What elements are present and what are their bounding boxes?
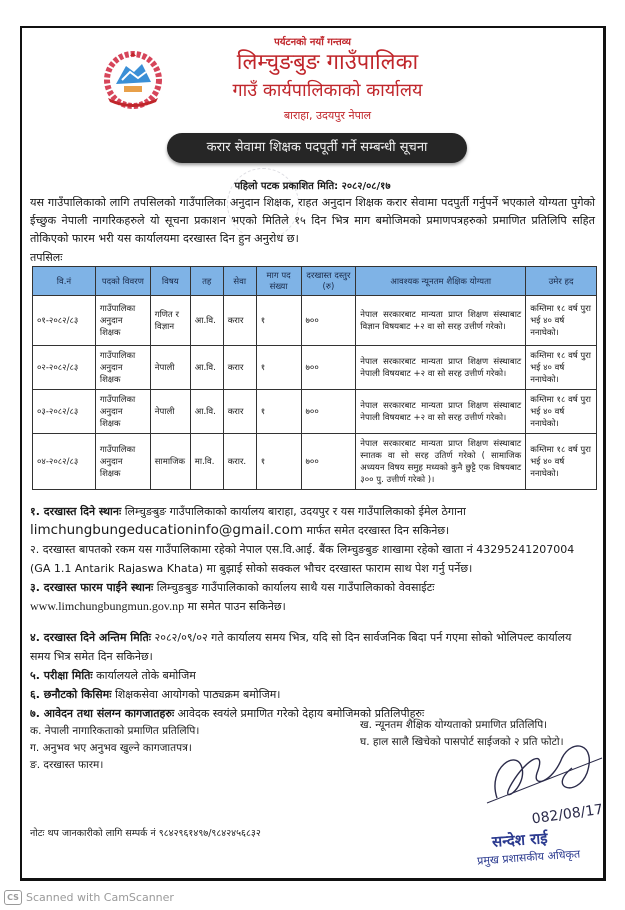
cell-count: १ xyxy=(256,296,301,346)
cell-qualification: नेपाल सरकारबाट मान्यता प्राप्त शिक्षण संस्थाबाट स्नातक वा सो सरह उतिर्ण गरेको ( सामाजिक अध्ययन विषय समुह मध्यको कुनै छुट्टै एक विषयबाट ३०० पु. उत्तीर्ण गरेको )। xyxy=(356,434,526,490)
signature-icon xyxy=(477,728,607,828)
doc-item-nga: ङ. दरखास्त फारम। xyxy=(30,759,104,771)
cell-subject: नेपाली xyxy=(150,390,190,434)
signer-title: प्रमुख प्रशासकीय अधिकृत xyxy=(476,847,581,868)
section-2: २. दरखास्त बापतको रकम यस गाउँपालिकामा रहेको नेपाल एस.वि.आई. बैंक लिम्चुङबुङ शाखामा रहेको खाता नं 43295241207004 (GA 1.1 Antarik Rajaswa Khata) मा बुझाई सोको सक्कल भौचर दरखास्त फाराम साथ पेश गर्नु पर्नेछ। xyxy=(30,543,575,575)
address: बाराहा, उदयपुर नेपाल xyxy=(283,109,372,122)
cell-post: गाउँपालिका अनुदान शिक्षक xyxy=(95,296,150,346)
cell-level: मा.वि. xyxy=(190,434,223,490)
cell-qualification: नेपाल सरकारबाट मान्यता प्राप्त शिक्षण संस्थाबाट विज्ञान विषयबाट +२ वा सो सरह उत्तीर्ण गरेको। xyxy=(356,296,526,346)
doc-item-kha: ख. न्यूनतम शैक्षिक योग्यताको प्रमाणित प्रतिलिपि। xyxy=(360,719,548,731)
signature-date: 082/08/17 xyxy=(530,801,605,828)
cell-service: करार xyxy=(223,346,256,390)
website-link[interactable]: www.limchungbungmun.gov.np xyxy=(30,599,185,613)
table-row xyxy=(33,296,597,346)
section-6-label: ६. छनौटको किसिमः xyxy=(30,688,112,701)
section-5 xyxy=(30,666,593,685)
section-4 xyxy=(30,628,593,666)
section-3-label: ३. दरखास्त फारम पाईने स्थानः xyxy=(30,581,154,594)
org-name: लिम्चुङबुङ गाउँपालिका xyxy=(236,50,419,75)
cell-age: कम्तिमा १८ वर्ष पुरा भई ४० वर्ष ननाघेको। xyxy=(526,346,597,390)
email-address[interactable]: limchungbungeducationinfo@gmail.com xyxy=(30,522,303,538)
cell-sn: ०३-२०८२/८३ xyxy=(33,390,96,434)
col-header-qualification: आवश्यक न्यूनतम शैक्षिक योग्यता xyxy=(356,267,526,296)
section-4-text: २०८२/०९/०२ गते कार्यालय समय भित्र, यदि सो दिन सार्वजनिक बिदा पर्न गएमा सोको भोलिपल्ट कार्यालय समय भित्र समेत दिन सकिनेछ। xyxy=(30,631,572,663)
cell-sn: ०१-२०८२/८३ xyxy=(33,296,96,346)
watermark-text: Scanned with CamScanner xyxy=(26,891,174,904)
cell-fee: ७०० xyxy=(301,296,356,346)
cell-post: गाउँपालिका अनुदान शिक्षक xyxy=(95,346,150,390)
posts-table xyxy=(32,266,597,490)
col-header-sn: वि.नं xyxy=(33,267,96,296)
cell-fee: ७०० xyxy=(301,434,356,490)
camscanner-icon: CS xyxy=(4,890,22,905)
col-header-service: सेवा xyxy=(223,267,256,296)
cell-sn: ०४-२०८२/८३ xyxy=(33,434,96,490)
col-header-subject: विषय xyxy=(150,267,190,296)
cell-qualification: नेपाल सरकारबाट मान्यता प्राप्त शिक्षण संस्थाबाट नेपाली विषयबाट +२ वा सो सरह उत्तीर्ण गरेको। xyxy=(356,390,526,434)
cell-post: गाउँपालिका अनुदान शिक्षक xyxy=(95,434,150,490)
section-3 xyxy=(30,578,593,616)
section-1-tail: मार्फत समेत दरखास्त दिन सकिनेछ। xyxy=(306,524,450,537)
cell-subject: गणित र विज्ञान xyxy=(150,296,190,346)
notice-document xyxy=(20,26,606,881)
office-name: गाउँ कार्यपालिकाको कार्यालय xyxy=(232,80,423,101)
cell-post: गाउँपालिका अनुदान शिक्षक xyxy=(95,390,150,434)
cell-subject: नेपाली xyxy=(150,346,190,390)
table-row xyxy=(33,434,597,490)
col-header-level: तह xyxy=(190,267,223,296)
contact-note: नोटः थप जानकारीको लागि सम्पर्क नं ९८४२९६१४९७/९८४२४५६८३२ xyxy=(30,828,261,839)
cell-sn: ०२-२०८२/८३ xyxy=(33,346,96,390)
cell-count: १ xyxy=(256,390,301,434)
cell-subject: सामाजिक xyxy=(150,434,190,490)
section-1-text: लिम्चुङबुङ गाउँपालिकाको कार्यालय बाराहा, उदयपुर र यस गाउँपालिकाको ईमेल ठेगाना xyxy=(124,505,466,518)
cell-service: करार xyxy=(223,296,256,346)
col-header-count: माग पद संख्या xyxy=(256,267,301,296)
cell-fee: ७०० xyxy=(301,390,356,434)
scanner-watermark xyxy=(4,890,174,905)
doc-item-ka: क. नेपाली नागारिकताको प्रमाणित प्रतिलिपि। xyxy=(30,725,200,737)
section-6 xyxy=(30,685,593,704)
cell-service: करार. xyxy=(223,434,256,490)
section-7-text: आवेदक स्वयंले प्रमाणित गरेको देहाय बमोजिमको प्रतिलिपीहरुः xyxy=(177,707,425,720)
cell-level: आ.वि. xyxy=(190,296,223,346)
cell-level: आ.वि. xyxy=(190,346,223,390)
intro-paragraph: यस गाउँपालिकाको लागि तपसिलको गाउँपालिका अनुदान शिक्षक, राहत अनुदान शिक्षक करार सेवामा पदपुर्ती गर्नुपर्ने भएकाले योग्यता पुगेको ईच्छुक नेपाली नागरिकहरुले यो सूचना प्रकाशन भएको मितिले १५ दिन भित्र माग बमोजिमको प्रमाणपत्रहरुको प्रमाणित प्रतिलिपि सहित तोकिएको फारम भरी यस कार्यालयमा दरखास्त दिन हुन अनुरोध छ। xyxy=(30,196,595,245)
tagline: पर्यटनको नयाँ गन्तव्य xyxy=(274,37,351,48)
table-row xyxy=(33,346,597,390)
notice-title-banner: करार सेवामा शिक्षक पदपूर्ती गर्ने सम्बन्धी सूचना xyxy=(167,133,467,163)
cell-qualification: नेपाल सरकारबाट मान्यता प्राप्त शिक्षण संस्थाबाट नेपाली विषयबाट +२ वा सो सरह उत्तीर्ण गरेको। xyxy=(356,346,526,390)
cell-age: कम्तिमा १८ वर्ष पुरा भई ४० वर्ष ननाघेको। xyxy=(526,296,597,346)
col-header-age: उमेर हद xyxy=(526,267,597,296)
signer-name: सन्देश राई xyxy=(491,829,549,851)
section-3-tail: मा समेत पाउन सकिनेछ। xyxy=(187,600,286,613)
published-date: पहिलो पटक प्रकाशित मिति: २०८२/०८/१७ xyxy=(234,181,391,192)
section-4-label: ४. दरखास्त दिने अन्तिम मितिः xyxy=(30,631,152,644)
cell-service: करार xyxy=(223,390,256,434)
cell-age: कम्तिमा १८ वर्ष पुरा भई ४० वर्ष ननाघेको। xyxy=(526,390,597,434)
cell-level: आ.वि. xyxy=(190,390,223,434)
details-label: तपसिलः xyxy=(30,251,63,264)
col-header-fee: दरखास्त दस्तुर (रु) xyxy=(301,267,356,296)
table-header-row xyxy=(33,267,597,296)
section-6-text: शिक्षकसेवा आयोगको पाठ्यक्रम बमोजिम। xyxy=(114,688,281,701)
cell-age: कम्तिमा १८ वर्ष पुरा भई ४० वर्ष ननाघेको। xyxy=(526,434,597,490)
section-7-label: ७. आवेदन तथा संलग्न कागजातहरुः xyxy=(30,707,175,720)
section-1-label: १. दरखास्त दिने स्थानः xyxy=(30,505,122,518)
section-3-text: लिम्चुङबुङ गाउँपालिकाको कार्यालय साथै यस गाउँपालिकाको वेवसाईटः xyxy=(156,581,435,594)
section-5-label: ५. परीक्षा मितिः xyxy=(30,669,93,682)
doc-item-ga: ग. अनुभव भए अनुभव खुल्ने कागजातपत्र। xyxy=(30,742,192,754)
table-row xyxy=(33,390,597,434)
cell-fee: ७०० xyxy=(301,346,356,390)
col-header-post: पदको विवरण xyxy=(95,267,150,296)
cell-count: १ xyxy=(256,346,301,390)
cell-count: १ xyxy=(256,434,301,490)
section-5-text: कार्यालयले तोके बमोजिम xyxy=(96,669,196,682)
section-1 xyxy=(30,502,593,540)
doc-item-gha: घ. हाल सालै खिचेको पासपोर्ट साईजको २ प्रति फोटो। xyxy=(360,736,564,748)
